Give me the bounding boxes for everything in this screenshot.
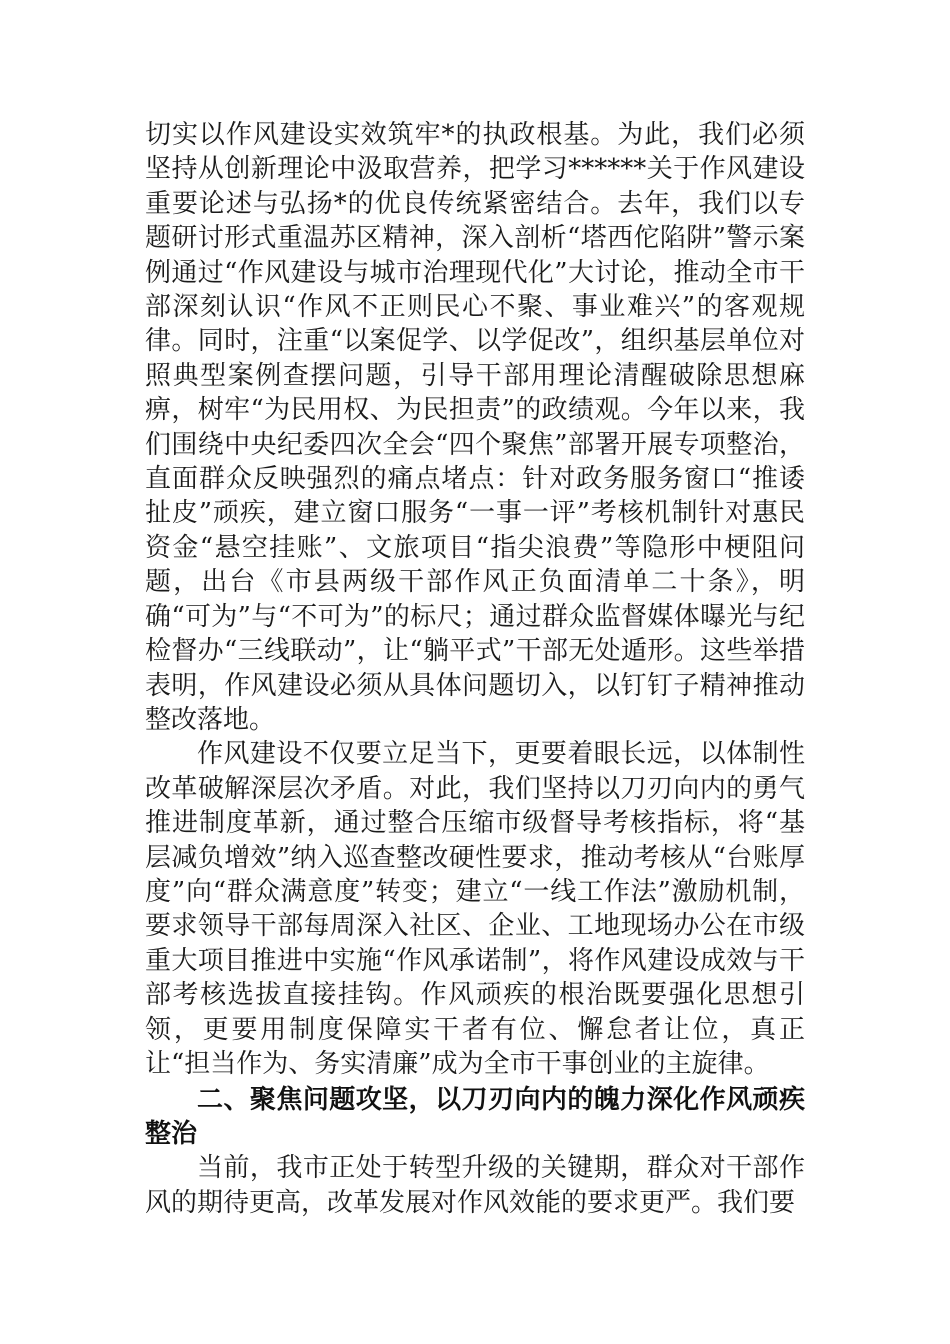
body-paragraph: 作风建设不仅要立足当下，更要着眼长远，以体制性改革破解深层次矛盾。对此，我们坚持以刀刃向内的勇气推进制度革新，通过整合压缩市级督导考核指标，将“基层减负增效”纳入巡查整改硬性要求，推动考核从“台账厚度”向“群众满意度”转变；建立“一线工作法”激励机制，要求领导干部每周深入社区、企业、工地现场办公在市级重大项目推进中实施“作风承诺制”，将作风建设成效与干部考核选拔直接挂钩。作风顽疾的根治既要强化思想引领，更要用制度保障实干者有位、懈怠者让位，真正让“担当作为、务实清廉”成为全市干事创业的主旋律。 [145,739,805,1079]
body-paragraph-continued: 切实以作风建设实效筑牢*的执政根基。为此，我们必须坚持从创新理论中汲取营养，把学习******关于作风建设重要论述与弘扬*的优良传统紧密结合。去年，我们以专题研讨形式重温苏区精神，深入剖析“塔西佗陷阱”警示案例通过“作风建设与城市治理现代化”大讨论，推动全市干部深刻认识“作风不正则民心不聚、事业难兴”的客观规律。同时，注重“以案促学、以学促改”，组织基层单位对照典型案例查摆问题，引导干部用理论清醒破除思想麻痹，树牢“为民用权、为民担责”的政绩观。今年以来，我们围绕中央纪委四次全会“四个聚焦”部署开展专项整治，直面群众反映强烈的痛点堵点：针对政务服务窗口“推诿扯皮”顽疾，建立窗口服务“一事一评”考核机制针对惠民资金“悬空挂账”、文旅项目“指尖浪费”等隐形中梗阻问题，出台《市县两级干部作风正负面清单二十条》，明确“可为”与“不可为”的标尺；通过群众监督媒体曝光与纪检督办“三线联动”，让“躺平式”干部无处遁形。这些举措表明，作风建设必须从具体问题切入，以钉钉子精神推动整改落地。 [145,120,805,735]
document-page [145,118,805,1220]
section-heading: 二、聚焦问题攻坚，以刀刃向内的魄力深化作风顽疾整治 [145,1085,805,1150]
body-paragraph-closing: 当前，我市正处于转型升级的关键期，群众对干部作风的期待更高，改革发展对作风效能的要求更严。我们要 [145,1153,805,1218]
